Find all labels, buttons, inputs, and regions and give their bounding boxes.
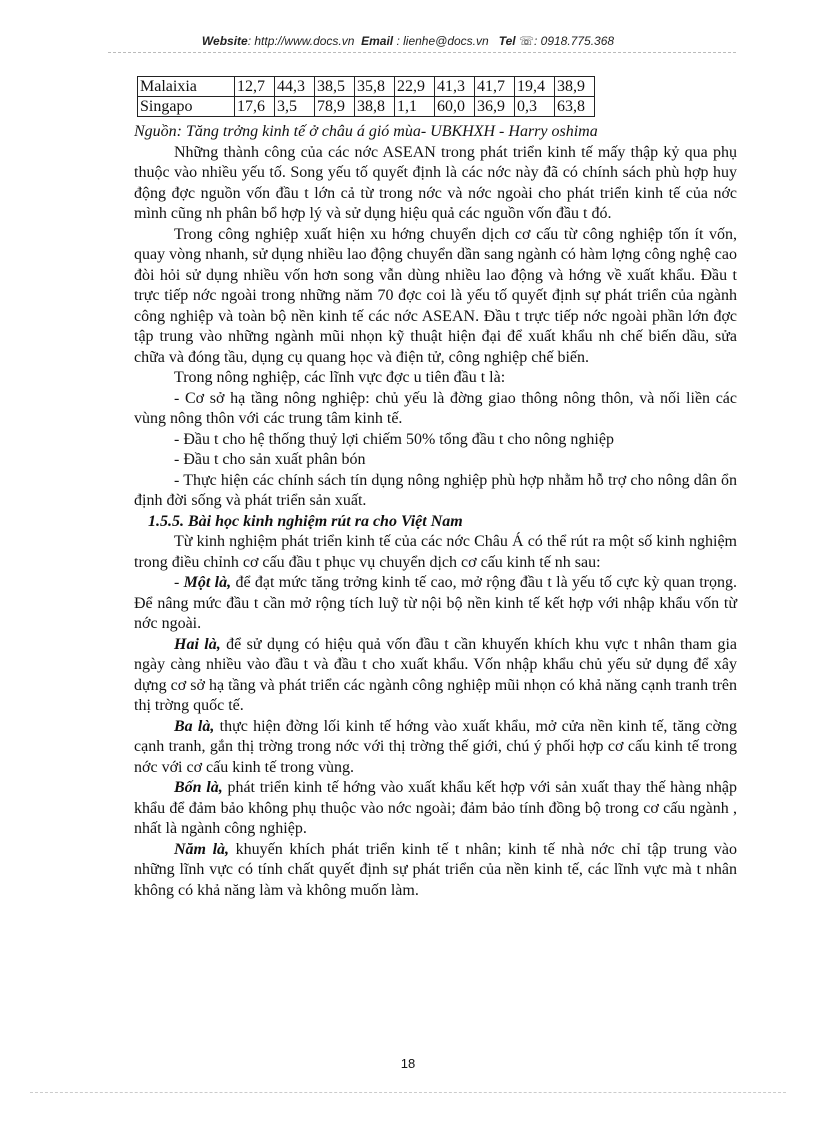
list-item: - Đầu t cho hệ thống thuỷ lợi chiếm 50% tổng đầu t cho nông nghiệp [174, 430, 614, 448]
table-cell: Malaixia [138, 77, 235, 97]
table-cell: 41,7 [475, 77, 515, 97]
table-cell: 63,8 [555, 97, 595, 117]
email-label: Email [361, 34, 394, 48]
table-cell: 60,0 [435, 97, 475, 117]
table-cell: 17,6 [235, 97, 275, 117]
table-cell: 0,3 [515, 97, 555, 117]
list-item: - Đầu t cho sản xuất phân bón [174, 451, 366, 468]
website-value: : http://www.docs.vn [247, 34, 355, 48]
list-item: - Thực hiện các chính sách tín dụng nông nghiệp phù hợp nhằm hỗ trợ cho nông dân ổn định đời sống và phát triển sản xuất. [134, 471, 737, 509]
paragraph: Những thành công của các nớc ASEAN trong phát triển kinh tế mấy thập kỷ qua phụ thuộc vào nhiều yếu tố. Song yếu tố quyết định là các nớc này đã có chính sách phù hợp huy động đợc nguồn vốn đầu t lớn cả từ trong nớc và nớc ngoài cho phát triển kinh tế của nớc mình cũng nh phân bổ hợp lý và sử dụng hiệu quả các nguồn vốn đầu t đó. [134, 143, 737, 222]
email-value: : lienhe@docs.vn [393, 34, 489, 48]
lesson-text: để sử dụng có hiệu quả vốn đầu t cần khuyến khích khu vực t nhân tham gia ngày càng nhiều vào đầu t và đầu t cho xuất khẩu. Vốn nhập khẩu chủ yếu sử dụng để xây dựng cơ sở hạ tầng và phát triển các ngành công nghiệp mũi nhọn có khả năng cạnh tranh trên thị trờng quốc tế. [134, 635, 737, 714]
lesson-text: khuyến khích phát triển kinh tế t nhân; kinh tế nhà nớc chỉ tập trung vào những lĩnh vực có tính chất quyết định sự phát triển của nền kinh tế, các lĩnh vực mà t nhân không có khả năng làm và không muốn làm. [134, 840, 737, 899]
table-cell: 3,5 [275, 97, 315, 117]
table-cell: 1,1 [395, 97, 435, 117]
website-label: Website [201, 34, 248, 48]
table-cell: 41,3 [435, 77, 475, 97]
table-cell: 44,3 [275, 77, 315, 97]
lesson-three [134, 717, 737, 779]
table-cell: 35,8 [355, 77, 395, 97]
lesson-lead: Năm là, [174, 840, 230, 858]
list-dash: - [174, 574, 184, 591]
lesson-lead: Ba là, [174, 717, 215, 735]
table-row [138, 77, 595, 97]
lesson-one [134, 573, 737, 635]
tel-value: : 0918.775.368 [533, 34, 615, 48]
phone-icon: ☏ [518, 34, 534, 48]
table-cell: Singapo [138, 97, 235, 117]
paragraph: Trong nông nghiệp, các lĩnh vực đợc u tiên đầu t là: [174, 369, 506, 386]
header-divider [108, 52, 736, 53]
table-cell: 78,9 [315, 97, 355, 117]
statistics-table [137, 76, 595, 117]
lesson-lead: Một là, [183, 574, 232, 591]
list-item: - Cơ sở hạ tầng nông nghiệp: chủ yếu là đờng giao thông nông thôn, và nối liền các vùng nông thôn với các trung tâm kinh tế. [134, 389, 737, 427]
table-cell: 36,9 [475, 97, 515, 117]
source-note: Nguồn: Tăng trởng kinh tế ở châu á gió mùa- UBKHXH - Harry oshima [134, 123, 598, 140]
document-body [134, 122, 737, 901]
lesson-text: phát triển kinh tế hớng vào xuất khẩu kết hợp với sản xuất thay thế hàng nhập khẩu để đảm bảo không phụ thuộc vào nớc ngoài; đảm bảo tính đồng bộ trong cơ cấu ngành , nhất là ngành công nghiệp. [134, 779, 738, 837]
table-cell: 38,5 [315, 77, 355, 97]
lesson-two [134, 635, 737, 717]
lesson-text: thực hiện đờng lối kinh tế hớng vào xuất khẩu, mở cửa nền kinh tế, tăng cờng cạnh tranh, gắn thị trờng trong nớc với thị trờng thế giới, chú ý phối hợp cơ cấu kinh tế trong nớc với cơ cấu kinh tế trong vùng. [134, 717, 737, 776]
lesson-five [134, 840, 737, 902]
table-cell: 38,9 [555, 77, 595, 97]
lesson-text: để đạt mức tăng trởng kinh tế cao, mở rộng đầu t là yếu tố cực kỳ quan trọng. Để nâng mức đầu t cần mở rộng tích luỹ từ nội bộ nền kinh tế kết hợp với nhập khẩu vốn từ nớc ngoài. [134, 574, 738, 632]
section-heading: 1.5.5. Bài học kinh nghiệm rút ra cho Việt Nam [148, 512, 463, 530]
table-cell: 19,4 [515, 77, 555, 97]
lesson-four [134, 778, 737, 840]
table-cell: 38,8 [355, 97, 395, 117]
paragraph: Từ kinh nghiệm phát triển kinh tế của các nớc Châu Á có thể rút ra một số kinh nghiệm trong điều chỉnh cơ cấu đầu t phục vụ chuyển dịch cơ cấu kinh tế nh sau: [134, 533, 737, 571]
paragraph: Trong công nghiệp xuất hiện xu hớng chuyển dịch cơ cấu từ công nghiệp tốn ít vốn, quay vòng nhanh, sử dụng nhiều lao động chuyển dần sang ngành có hàm lợng công nghệ cao đòi hỏi sử dụng nhiều vốn hơn song vẫn dùng nhiều lao động và hớng về xuất khẩu. Đầu t trực tiếp nớc ngoài trong những năm 70 đợc coi là yếu tố quyết định sự phát triển của ngành công nghiệp và toàn bộ nền kinh tế các nớc ASEAN. Đầu t trực tiếp nớc ngoài phần lớn đợc tập trung vào những ngành mũi nhọn kỹ thuật hiện đại để xuất khẩu nh chế biến dầu, sửa chữa và đóng tầu, dụng cụ quang học và điện tử, công nghiệp chế biến. [134, 225, 737, 366]
page-header [0, 34, 816, 48]
page-number: 18 [400, 1056, 416, 1071]
table-row [138, 97, 595, 117]
lesson-lead: Hai là, [174, 635, 221, 653]
tel-label: Tel [498, 34, 516, 48]
table-cell: 12,7 [235, 77, 275, 97]
footer-divider [30, 1092, 786, 1093]
table-cell: 22,9 [395, 77, 435, 97]
lesson-lead: Bốn là, [174, 779, 223, 796]
